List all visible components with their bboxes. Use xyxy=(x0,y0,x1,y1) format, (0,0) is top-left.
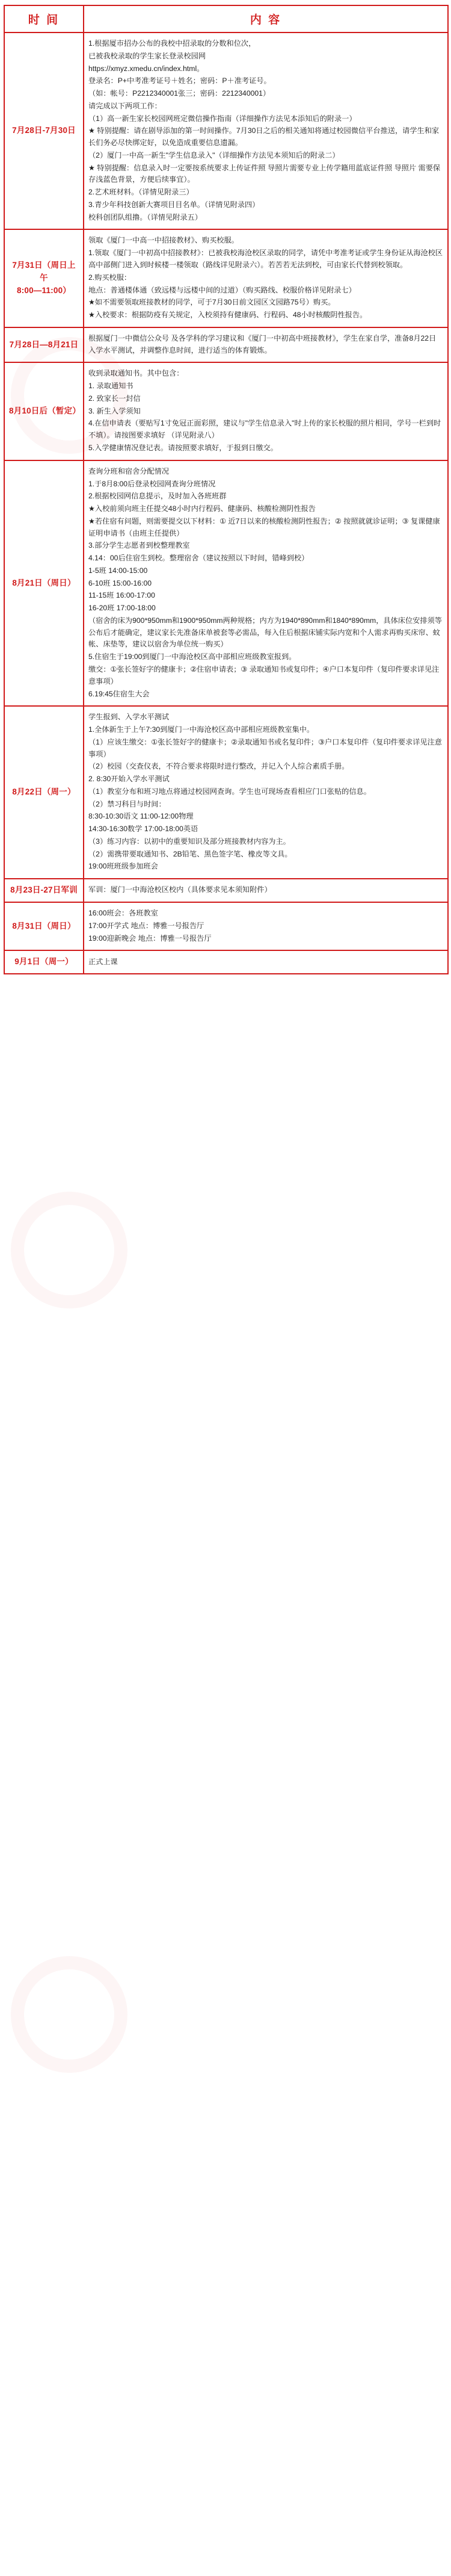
schedule-document xyxy=(0,0,451,983)
row-date-cell xyxy=(4,460,84,707)
content-line: 2. 8:30开始入学水平测试 xyxy=(88,775,170,784)
content-line: 1.全体新生于上午7:30到厦门一中海沧校区高中部相应班级教室集中。 xyxy=(88,725,314,734)
content-line: 登录名：P+中考准考证号＋姓名；密码：P＋准考证号。 xyxy=(88,76,271,85)
content-line: 学生报到、入学水平测试 xyxy=(88,713,170,722)
table-row xyxy=(4,327,448,363)
content-line: 17:00开学式 地点：博雅一号报告厅 xyxy=(88,921,204,930)
row-date-line: 8月10日后（暂定） xyxy=(9,406,81,416)
row-date-line: 8月21日（周日） xyxy=(12,578,76,587)
content-line: 4.14：00后住宿生到校。整理宿舍（建议按照以下时间，错峰到校） xyxy=(88,554,309,563)
content-line: （2）厦门一中高一新生"学生信息录入"（详细操作方法见本须知后的附录二） xyxy=(88,150,340,159)
content-line: 领取《厦门一中高一中招接教材》、购买校服。 xyxy=(88,236,239,245)
row-content-cell xyxy=(84,33,448,229)
content-line: 8:30-10:30语文 11:00-12:00物理 xyxy=(88,812,194,821)
column-header-time: 时 间 xyxy=(4,5,84,33)
content-line: （如：帐号：P2212340001张三；密码：2212340001） xyxy=(88,89,271,98)
content-line: 2.根据校园网信息提示，及时加入各班班群 xyxy=(88,492,227,501)
content-line: 11-15班 16:00-17:00 xyxy=(88,591,155,600)
row-content-cell xyxy=(84,229,448,327)
row-date-line: 8月22日（周一） xyxy=(12,787,76,797)
content-line: （2）禁习科目与时间： xyxy=(88,799,166,808)
content-line: （2）需携带要取通知书、2B铅笔、黑色签字笔、橡皮等文具。 xyxy=(88,849,292,858)
content-line: 5.住宿生于19:00到厦门一中海沧校区高中部相应班级教室报到。 xyxy=(88,652,296,661)
content-line: 已被我校录取的学生家长登录校园网 xyxy=(88,51,206,60)
content-line: 19:00迎新晚会 地点：博雅一号报告厅 xyxy=(88,933,212,943)
row-date-cell xyxy=(4,229,84,327)
table-row xyxy=(4,460,448,707)
content-line: 请完成以下两项工作： xyxy=(88,101,162,110)
table-header-row xyxy=(4,5,448,33)
content-line: 校科创团队组撸。（详情见附录五） xyxy=(88,212,202,221)
row-content-cell xyxy=(84,879,448,902)
content-line: ★入校前须向班主任提交48小时内行程码、健康码、核酸检测阴性报告 xyxy=(88,504,316,513)
row-content-cell xyxy=(84,902,448,950)
content-line: 3.部分学生志愿者到校整理教室 xyxy=(88,541,190,550)
content-line: 收到录取通知书。其中包含： xyxy=(88,369,184,378)
table-row xyxy=(4,362,448,460)
content-line: ★ 特别提醒：信息录入时一定要按系统要求上传证件照 导照片需要专业上传学籍用蓝底证件照 导照片 需要保存浅蓝色背景，方便后续事宜）。 xyxy=(88,163,441,184)
content-line: 1-5班 14:00-15:00 xyxy=(88,566,148,575)
row-date-line: 7月28日-7月30日 xyxy=(12,126,76,135)
row-content-cell xyxy=(84,362,448,460)
row-content-cell xyxy=(84,950,448,974)
row-date-line: 9月1日（周一） xyxy=(14,957,73,967)
content-line: 6.19:45住宿生大会 xyxy=(88,689,150,698)
content-line: （宿舍的床为900*950mm和1900*950mm两种规格；内方为1940*890mm和1840*890mm，具体床位安排须等公布后才能确定，建议家长先准备床单被套等必需品，每入住后根据床铺实际内宽和个人需求再购买床帘、蚊帐、床垫等，建议以宿舍为单位统一购买） xyxy=(88,616,442,649)
row-content-cell xyxy=(84,327,448,363)
content-line: （1）教室分布和班习地点将通过校园网查询。学生也可现场查看相应门口张贴的信息。 xyxy=(88,787,371,796)
content-line: 4.在信申请表（要贴写1寸免冠正面彩照，建议与"学生信息录入"时上传的家长校服的照片相同，学号一栏到时不填）。请按图要求填好 （详见附录八） xyxy=(88,419,441,440)
content-line: 19:00班班级参加班会 xyxy=(88,862,158,871)
content-line: （1）高一新生家长校园网班定微信操作指南（详细操作方法见本添知后的附录一） xyxy=(88,114,357,123)
row-date-cell xyxy=(4,327,84,363)
row-date-cell xyxy=(4,33,84,229)
watermark-ring xyxy=(11,1956,127,2073)
row-date-cell xyxy=(4,902,84,950)
content-line[interactable]: https://xmyz.xmedu.cn/index.html。 xyxy=(88,64,204,73)
row-date-line: 7月28日—8月21日 xyxy=(9,339,79,349)
content-line: 1. 录取通知书 xyxy=(88,382,133,391)
row-date-cell xyxy=(4,362,84,460)
content-line: 2.艺术班材料。（详情见附录三） xyxy=(88,188,194,197)
row-content-cell xyxy=(84,706,448,879)
row-date-cell xyxy=(4,706,84,879)
schedule-table xyxy=(4,5,449,974)
content-line: 正式上课 xyxy=(88,957,118,966)
content-line: 3.青少年科技创新大赛项目目名单。（详情见附录四） xyxy=(88,200,260,209)
content-line: ★ 特别提醒：请在剧导添加的第一时间操作。7月30日之后的相关通知将通过校园微信平台推送，请学生和家长们务必尽快绑定好，以免造成重要信息遗漏。 xyxy=(88,126,440,147)
table-row xyxy=(4,879,448,902)
content-line: 3. 新生入学须知 xyxy=(88,406,141,415)
content-line: 根据厦门一中微信公众号 及各学科的学习建议和《厦门一中初高中班接教材》，学生在家自学，准备8月22日入学水平测试，并调整作息时间，进行适当的体育锻炼。 xyxy=(88,333,437,355)
content-line: ★如不需要领取班接教材的同学，可于7月30日前文园区文园路75号）购买。 xyxy=(88,298,336,307)
content-line: ★若住宿有问题，则需要提交以下材料：① 近7日以来的核酸检测阴性报告；② 按照就就诊证明；③ 复课健康证明申请书（由班主任提供） xyxy=(88,516,440,537)
row-date-line: 8月23日-27日军训 xyxy=(10,885,78,895)
content-line: 2. 致家长一封信 xyxy=(88,394,141,403)
content-line: 1.领取《厦门一中初高中招接教材》：已被我校海沧校区录取的同学，请凭中考准考证或学生身份证从海沧校区高中部侧门进入到时候楼一楼领取（路线详见附录六）。若苦若无法到校，可由家长代替到校领取。 xyxy=(88,249,443,270)
content-line: 1.根据厦市招办公布的我校中招录取的分数和位次， xyxy=(88,39,256,48)
content-line: 军训：厦门一中海沧校区校内（具体要求见本须知附件） xyxy=(88,885,272,894)
content-line: ★入校要求：根据防疫有关规定，入校须持有健康码、行程码、48小时核酸阴性报告。 xyxy=(88,311,367,320)
row-date-cell xyxy=(4,950,84,974)
table-body xyxy=(4,33,448,974)
content-line: （3）练习内容：以初中的重要知识及部分班接教材内容为主。 xyxy=(88,837,290,846)
content-line: 14:30-16:30数学 17:00-18:00英语 xyxy=(88,825,198,834)
watermark-ring xyxy=(11,1192,127,1308)
content-line: 缴交：①张长签好字的健康卡；②住宿申请表；③ 录取通知书或复印件；④户口本复印件（复印件要求详见注意事项） xyxy=(88,664,440,686)
row-date-line: 8:00—11:00） xyxy=(16,286,71,296)
content-line: 2.购买校服： xyxy=(88,273,132,282)
row-date-line: 7月31日（周日上午 xyxy=(12,261,76,283)
content-line: 6-10班 15:00-16:00 xyxy=(88,578,152,587)
table-row xyxy=(4,950,448,974)
content-line: 查询分班和宿舍分配情况 xyxy=(88,466,170,475)
content-line: 5.入学健康情况登记表。请按照要求填好，于报到日缴交。 xyxy=(88,443,278,452)
column-header-content: 内 容 xyxy=(84,5,448,33)
row-date-line: 8月31日（周日） xyxy=(12,921,76,930)
row-content-cell xyxy=(84,460,448,707)
content-line: 16:00班会：各班教室 xyxy=(88,909,158,918)
content-line: 1.于8月8:00后登录校园网查询分班情况 xyxy=(88,479,216,488)
table-row xyxy=(4,33,448,229)
table-row xyxy=(4,902,448,950)
row-date-cell xyxy=(4,879,84,902)
table-row xyxy=(4,706,448,879)
content-line: （2）校园（交查仪表，不符合要求将限时进行整改，并记入个人综合素质手册。 xyxy=(88,762,349,771)
table-row xyxy=(4,229,448,327)
content-line: （1）应该生缴交：①张长签好字的健康卡；②录取通知书或名复印件；③户口本复印件（复印件要求详见注意事项） xyxy=(88,737,442,758)
content-line: 地点：普通楼体通（致远楼与远楼中间的过道）（购买路线、校服价格详见附录七） xyxy=(88,285,356,294)
content-line: 16-20班 17:00-18:00 xyxy=(88,604,156,613)
